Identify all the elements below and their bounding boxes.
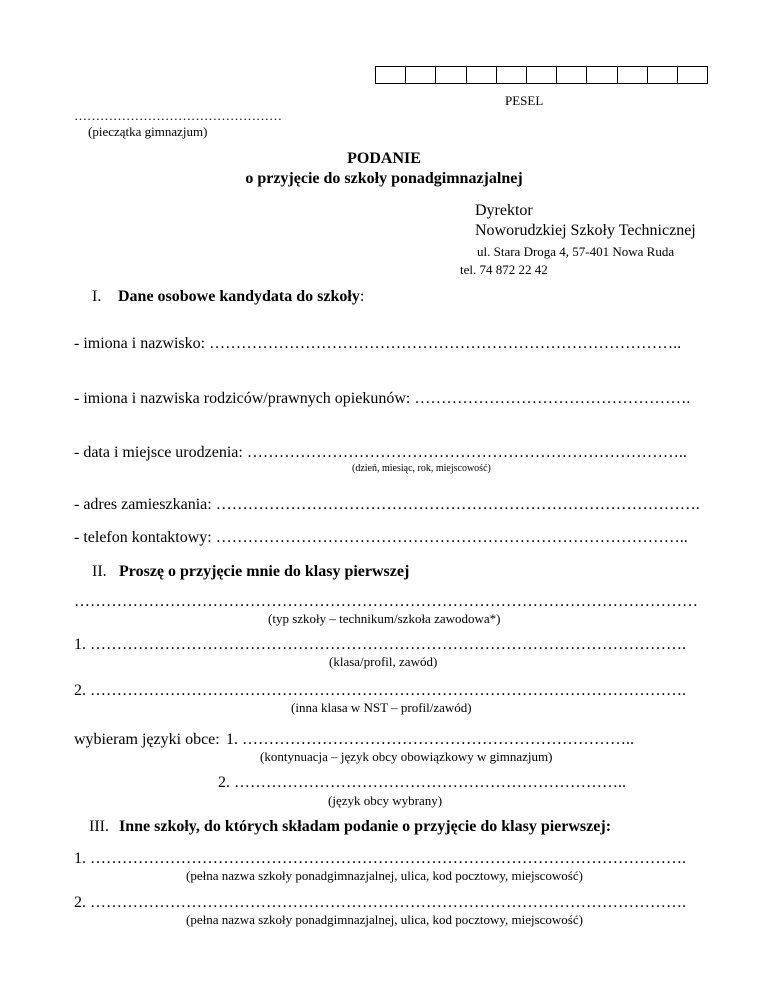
other-school-2-field[interactable]: 2. …………………………………………………………………………………………………. — [74, 894, 686, 911]
pesel-digit-cell[interactable] — [587, 67, 617, 83]
pesel-digit-cell[interactable] — [467, 67, 497, 83]
section-2-title: Proszę o przyjęcie mnie do klasy pierwszej — [119, 563, 410, 580]
section-1-heading — [92, 288, 364, 306]
class-1-field[interactable]: 1. …………………………………………………………………………………………………. — [74, 636, 686, 653]
addressee-phone: tel. 74 872 22 42 — [460, 262, 548, 277]
section-1-colon: : — [359, 288, 365, 305]
stamp-label: (pieczątka gimnazjum) — [88, 124, 208, 139]
class-2-field[interactable]: 2. …………………………………………………………………………………………………. — [74, 682, 686, 699]
language-1-field[interactable]: 1. ……………………………………………………………….. — [226, 731, 634, 748]
section-2-number: II. — [92, 563, 107, 580]
other-school-1-hint: (pełna nazwa szkoły ponadgimnazjalnej, ulica, kod pocztowy, miejscowość) — [186, 868, 583, 883]
addressee-street: ul. Stara Droga 4, 57-401 Nowa Ruda — [477, 244, 675, 259]
parents-names-field[interactable]: - imiona i nazwiska rodziców/prawnych opiekunów: ……………………………………………. — [74, 390, 691, 407]
language-1-hint: (kontynuacja – język obcy obowiązkowy w gimnazjum) — [260, 749, 553, 764]
address-field[interactable]: - adres zamieszkania: ………………………………………………………………………………. — [74, 496, 700, 513]
birth-field-hint: (dzień, miesiąc, rok, miejscowość) — [352, 463, 491, 474]
document-subtitle: o przyjęcie do szkoły ponadgimnazjalnej — [245, 170, 523, 187]
section-3-heading — [89, 818, 611, 836]
language-2-field[interactable]: 2. ……………………………………………………………….. — [218, 774, 626, 791]
section-3-number: III. — [89, 818, 109, 835]
stamp-dotted-line: ………………………………………… — [74, 108, 282, 123]
section-3-title: Inne szkoły, do których składam podanie o przyjęcie do klasy pierwszej: — [119, 818, 612, 835]
language-2-hint: (język obcy wybrany) — [328, 793, 443, 808]
pesel-label: PESEL — [505, 93, 544, 108]
pesel-digit-cell[interactable] — [527, 67, 557, 83]
addressee-title: Dyrektor — [475, 202, 533, 219]
pesel-input-boxes[interactable] — [375, 66, 708, 84]
phone-field[interactable]: - telefon kontaktowy: …………………………………………………………………………….. — [74, 529, 688, 546]
other-school-2-hint: (pełna nazwa szkoły ponadgimnazjalnej, ulica, kod pocztowy, miejscowość) — [186, 912, 583, 927]
section-2-heading — [92, 563, 409, 581]
pesel-digit-cell[interactable] — [406, 67, 436, 83]
section-1-title: Dane osobowe kandydata do szkoły — [118, 288, 360, 305]
birth-date-place-field[interactable]: - data i miejsce urodzenia: ……………………………………………………………………….. — [74, 444, 687, 461]
addressee-school: Noworudzkiej Szkoły Technicznej — [475, 222, 696, 239]
class-2-hint: (inna klasa w NST – profil/zawód) — [291, 700, 472, 715]
pesel-digit-cell[interactable] — [648, 67, 678, 83]
pesel-digit-cell[interactable] — [678, 67, 707, 83]
pesel-digit-cell[interactable] — [436, 67, 466, 83]
section-1-number: I. — [92, 288, 102, 305]
pesel-digit-cell[interactable] — [376, 67, 406, 83]
other-school-1-field[interactable]: 1. …………………………………………………………………………………………………. — [74, 850, 686, 867]
pesel-digit-cell[interactable] — [497, 67, 527, 83]
school-type-field[interactable]: ……………………………………………………………………………………………………… — [74, 593, 698, 610]
languages-label: wybieram języki obce: — [74, 731, 220, 748]
pesel-digit-cell[interactable] — [618, 67, 648, 83]
names-field[interactable]: - imiona i nazwisko: …………………………………………………………………………….. — [74, 335, 682, 352]
school-type-hint: (typ szkoły – technikum/szkoła zawodowa*) — [268, 611, 501, 626]
class-1-hint: (klasa/profil, zawód) — [329, 654, 438, 669]
document-title: PODANIE — [347, 150, 421, 167]
pesel-digit-cell[interactable] — [557, 67, 587, 83]
